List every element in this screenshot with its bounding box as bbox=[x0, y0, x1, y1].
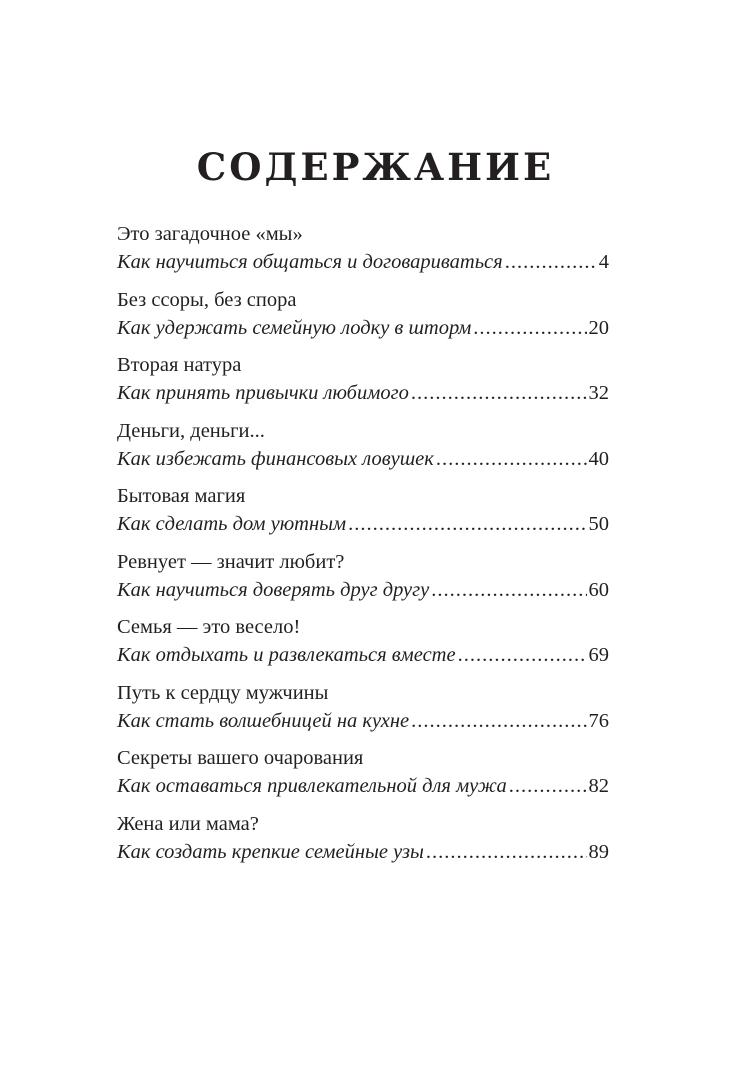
page-number: 69 bbox=[588, 644, 609, 666]
chapter-subtitle: Как создать крепкие семейные узы bbox=[117, 840, 424, 863]
dot-leader bbox=[458, 641, 587, 669]
chapter-subtitle: Как оставаться привлекательной для мужа bbox=[117, 775, 507, 797]
chapter-subtitle: Как сделать дом уютным bbox=[117, 513, 347, 535]
page-number: 82 bbox=[588, 775, 609, 797]
page-number: 60 bbox=[588, 578, 609, 601]
toc-entry[interactable] bbox=[117, 744, 609, 810]
chapter-title: Семья — это весело! bbox=[117, 616, 301, 638]
chapter-subtitle-line bbox=[117, 772, 609, 800]
toc-entry[interactable] bbox=[117, 286, 609, 352]
chapter-subtitle: Как научиться общаться и договариваться bbox=[117, 251, 503, 273]
dot-leader bbox=[411, 379, 587, 407]
toc-entry[interactable] bbox=[117, 351, 609, 417]
dot-leader bbox=[436, 445, 587, 473]
chapter-subtitle-line bbox=[117, 838, 609, 866]
page-title: СОДЕРЖАНИЕ bbox=[196, 145, 555, 189]
chapter-title: Деньги, деньги... bbox=[117, 419, 265, 442]
chapter-subtitle-line bbox=[117, 576, 609, 604]
chapter-subtitle-line bbox=[117, 314, 609, 342]
chapter-title: Секреты вашего очарования bbox=[117, 747, 364, 769]
chapter-title: Бытовая магия bbox=[117, 485, 246, 507]
chapter-subtitle: Как научиться доверять друг другу bbox=[117, 578, 430, 601]
toc-entry[interactable] bbox=[117, 613, 609, 679]
chapter-subtitle: Как избежать финансовых ловушек bbox=[117, 447, 434, 470]
dot-leader bbox=[426, 838, 587, 866]
toc-entry[interactable] bbox=[117, 482, 609, 548]
page-number: 32 bbox=[588, 382, 609, 404]
chapter-subtitle-line bbox=[117, 641, 609, 669]
chapter-subtitle: Как отдыхать и развлекаться вместе bbox=[117, 644, 456, 666]
chapter-title: Вторая натура bbox=[117, 354, 242, 376]
page-number: 76 bbox=[588, 709, 609, 732]
chapter-title: Без ссоры, без спора bbox=[117, 288, 297, 311]
chapter-subtitle-line bbox=[117, 445, 609, 473]
dot-leader bbox=[431, 576, 586, 604]
table-of-contents bbox=[117, 220, 609, 875]
dot-leader bbox=[473, 314, 586, 342]
toc-entry[interactable] bbox=[117, 417, 609, 483]
chapter-title: Путь к сердцу мужчины bbox=[117, 681, 329, 704]
chapter-subtitle: Как принять привычки любимого bbox=[117, 382, 409, 404]
page-number: 20 bbox=[588, 316, 609, 339]
page-number: 40 bbox=[588, 447, 609, 470]
dot-leader bbox=[509, 772, 587, 800]
chapter-title: Ревнует — значит любит? bbox=[117, 550, 345, 573]
page-number: 89 bbox=[588, 840, 609, 863]
page-number: 4 bbox=[598, 251, 609, 273]
chapter-subtitle-line bbox=[117, 248, 609, 276]
chapter-title: Жена или мама? bbox=[117, 812, 259, 835]
chapter-subtitle: Как стать волшебницей на кухне bbox=[117, 709, 410, 732]
toc-entry[interactable] bbox=[117, 679, 609, 745]
toc-entry[interactable] bbox=[117, 548, 609, 614]
dot-leader bbox=[505, 248, 597, 276]
chapter-subtitle-line bbox=[117, 379, 609, 407]
page-number: 50 bbox=[588, 513, 609, 535]
chapter-subtitle-line bbox=[117, 707, 609, 735]
toc-entry[interactable] bbox=[117, 220, 609, 286]
chapter-subtitle-line bbox=[117, 510, 609, 538]
chapter-title: Это загадочное «мы» bbox=[117, 223, 303, 245]
chapter-subtitle: Как удержать семейную лодку в шторм bbox=[117, 316, 472, 339]
dot-leader bbox=[348, 510, 586, 538]
toc-entry[interactable] bbox=[117, 810, 609, 876]
dot-leader bbox=[411, 707, 586, 735]
